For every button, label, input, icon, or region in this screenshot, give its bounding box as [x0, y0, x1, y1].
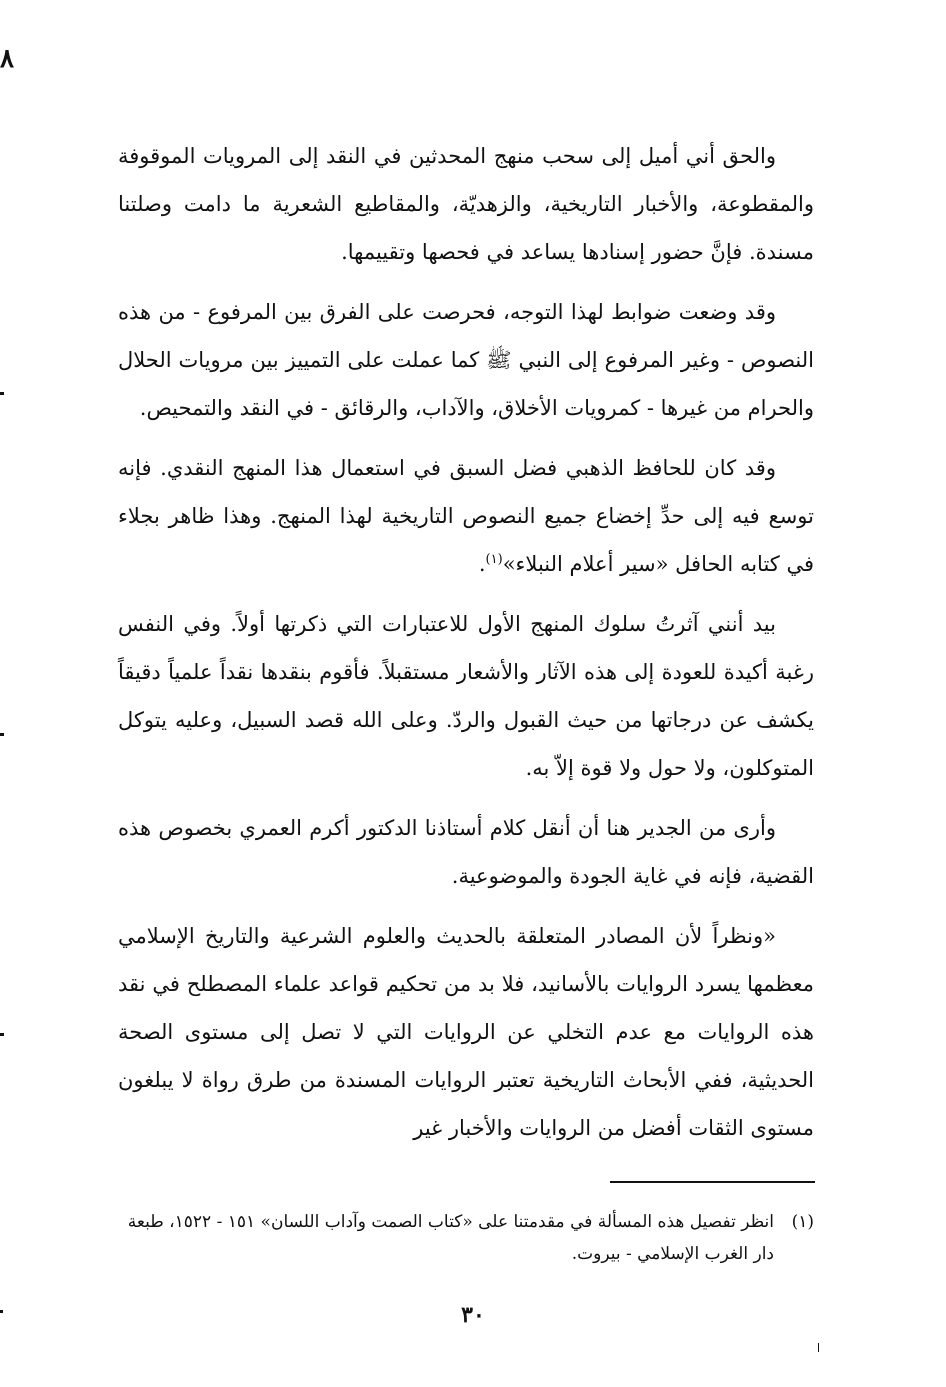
paragraph: والحق أني أميل إلى سحب منهج المحدثين في النقد إلى المرويات الموقوفة والمقطوعة، والأخبار التاريخية، والزهديّة، والمقاطيع الشعرية ما دامت وصلتنا مسندة. فإنَّ حضور إسنادها يساعد في فحصها وتقييمها. [118, 144, 814, 264]
margin-tick [0, 733, 4, 736]
footnote-text: انظر تفصيل هذه المسألة في مقدمتنا على «كتاب الصمت وآداب اللسان» ١٥١ - ١٥٢٢، طبعة دار الغرب الإسلامي - بيروت. [127, 1212, 774, 1264]
footnote [118, 1206, 814, 1270]
paragraph: وقد وضعت ضوابط لهذا التوجه، فحرصت على الفرق بين المرفوع - من هذه النصوص - وغير المرفوع إلى النبي ﷺ كما عملت على التمييز بين مرويات الحلال والحرام من غيرها - كمرويات الأخلاق، والآداب، والرقائق - في النقد والتمحيص. [118, 300, 814, 420]
paragraph: وأرى من الجدير هنا أن أنقل كلام أستاذنا الدكتور أكرم العمري بخصوص هذه القضية، فإنه في غاية الجودة والموضوعية. [118, 816, 814, 888]
margin-tick [0, 1033, 4, 1036]
paragraph: بيد أنني آثرتُ سلوك المنهج الأول للاعتبارات التي ذكرتها أولاً. وفي النفس رغبة أكيدة للعودة إلى هذه الآثار والأشعار مستقبلاً. فأقوم بنقدها نقداً علمياً دقيقاً يكشف عن درجاتها من حيث القبول والردّ. وعلى الله قصد السبيل، وعليه يتوكل المتوكلون، ولا حول ولا قوة إلاّ به. [118, 612, 814, 780]
footnote-reference[interactable]: (١) [485, 552, 503, 567]
margin-tick [0, 392, 4, 395]
main-text [118, 132, 814, 1164]
footnote-separator [610, 1181, 815, 1183]
margin-tick [818, 1343, 819, 1352]
footnote-number: (١) [791, 1212, 814, 1232]
margin-mark-top: ٨ [0, 44, 14, 74]
paragraph-text: وقد كان للحافظ الذهبي فضل السبق في استعمال هذا المنهج النقدي. فإنه توسع فيه إلى حدِّ إخضاع جميع النصوص التاريخية لهذا المنهج. وهذا ظاهر بجلاء في كتابه الحافل «سير أعلام النبلاء» [118, 456, 814, 576]
paragraph [118, 444, 814, 588]
page-number: ٣٠ [461, 1302, 485, 1328]
paragraph-end: . [478, 552, 486, 576]
quotation-paragraph: «ونظراً لأن المصادر المتعلقة بالحديث والعلوم الشرعية والتاريخ الإسلامي معظمها يسرد الروايات بالأسانيد، فلا بد من تحكيم قواعد علماء المصطلح في نقد هذه الروايات مع عدم التخلي عن الروايات التي لا تصل إلى مستوى الصحة الحديثية، ففي الأبحاث التاريخية تعتبر الروايات المسندة من طرق رواة لا يبلغون مستوى الثقات أفضل من الروايات والأخبار غير [118, 924, 814, 1140]
